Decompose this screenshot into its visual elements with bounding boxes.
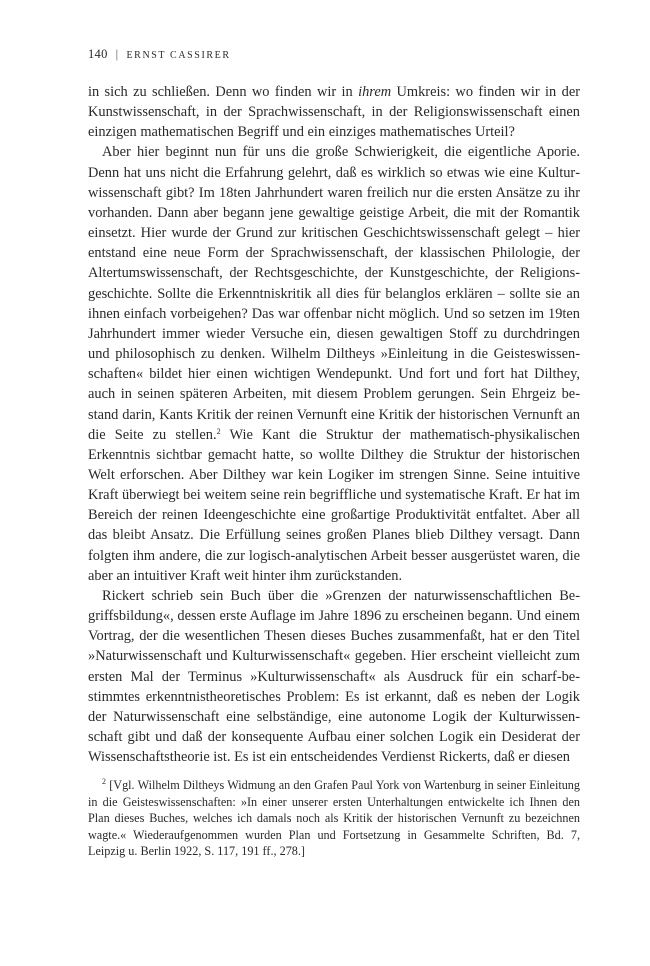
paragraph-3 — [88, 586, 580, 767]
paragraph-2 — [88, 142, 580, 585]
text-segment: Wie Kant die Struktur der mathematisch-physikalischen Erkenntnis sichtbar gemacht hatte, so wollte Dilthey die Struktur der historischen Welt erforschen. Aber Dilthey war kein Logiker im strengen Sinne. Seine intuitive Kraft überwiegt bei weitem seine rein begriffliche und systematische Kraft. Er hat im Bereich der reinen Ideengeschichte eine großartige Produktivität entfaltet. Aber all das bleibt Ansatz. Die Erfüllung seines großen Planes blieb Dilthey versagt. Dann folgten ihm andere, die zur logisch-analytischen Arbeit besser ausgerüstet waren, die aber an intuitiver Kraft weit hinter ihm zurückstanden. — [88, 426, 580, 584]
paragraph-1 — [88, 82, 580, 142]
footnote-reference[interactable]: 2 — [216, 426, 221, 436]
footnote-text: [Vgl. Wilhelm Diltheys Widmung an den Grafen Paul York von Wartenburg in seiner Einleitung in die Geisteswissenschaften: »In einer unserer ersten Unterhaltungen entwickelte ich Ihnen den Plan dieses Buches, welches ich damals noch als Kritik der historischen Vernunft zu bezeichnen wagte.« Wiederaufgenommen wurden Plan und Fortsetzung in Gesammelte Schriften, Bd. 7, Leipzig u. Berlin 1922, S. 117, 191 ff., 278.] — [88, 778, 580, 859]
footnote-marker: 2 — [102, 777, 106, 786]
text-segment: Umkreis: wo finden wir in der Kunstwissenschaft, in der Sprachwissenschaft, in der Religionswissenschaft einen einzigen mathematischen Begriff und ein einziges mathematisches Urteil? — [88, 84, 580, 141]
footnote — [88, 777, 580, 860]
running-header — [88, 47, 231, 62]
text-segment: in sich zu schließen. Denn wo finden wir in — [88, 84, 359, 100]
main-text — [88, 82, 580, 767]
page-number: 140 — [88, 47, 108, 61]
text-segment: Rickert schrieb sein Buch über die »Grenzen der naturwissenschaftlichen Begriffsbildung«, dessen erste Auflage im Jahre 1896 zu erscheinen begann. Und einem Vortrag, der die wesentlichen Thesen dieses Buches zusammenfaßt, hat er den Titel »Naturwissenschaft und Kulturwissenschaft« gegeben. Hier erscheint vielleicht zum ersten Mal der Terminus »Kulturwissenschaft« als Ausdruck für ein scharf-bestimmtes erkenntnistheoretisches Problem: Es ist erkannt, daß es neben der Logik der Naturwissenschaft eine selbständige, eine autonome Logik der Kulturwissenschaft gibt und daß der konsequente Aufbau einer solchen Logik ein Desiderat der Wissenschaftstheorie ist. Es ist ein entscheidendes Verdienst Rickerts, daß er diesen — [88, 587, 580, 766]
running-head-author: ERNST CASSIRER — [126, 50, 231, 61]
header-separator: | — [115, 47, 119, 61]
text-segment: Aber hier beginnt nun für uns die große Schwierigkeit, die eigentliche Aporie. Denn hat uns nicht die Erfahrung gelehrt, daß es wirklich so etwas wie eine Kulturwissenschaft gibt? Im 18ten Jahrhundert waren freilich nur die ersten Ansätze zu ihr vorhanden. Dann aber begann jene gewaltige geistige Arbeit, die mit der Romantik einsetzt. Hier wurde der Grund zur kritischen Geschichtswissenschaft gelegt – hier entstand eine neue Form der Sprachwissenschaft, der klassischen Philologie, der Altertumswissenschaft, der Rechtsgeschichte, der Kunstgeschichte, der Religionsgeschichte. Sollte die Erkenntniskritik all dies für belanglos erklären – sollte sie an ihnen einfach vorbeigehen? Das war offenbar nicht möglich. Und so setzen im 19ten Jahrhundert immer wieder Versuche ein, diesen gewaltigen Stoff zu durchdringen und philosophisch zu denken. Wilhelm Diltheys »Einleitung in die Geisteswissenschaften« bildet hier einen wichtigen Wendepunkt. Und fort und fort hat Dilthey, auch in seinen späteren Arbeiten, mit diesem Problem gerungen. Sein Ehrgeiz bestand darin, Kants Kritik der reinen Vernunft eine Kritik der historischen Vernunft an die Seite zu stellen. — [88, 144, 580, 443]
emphasis-ihrem: ihrem — [358, 84, 392, 100]
